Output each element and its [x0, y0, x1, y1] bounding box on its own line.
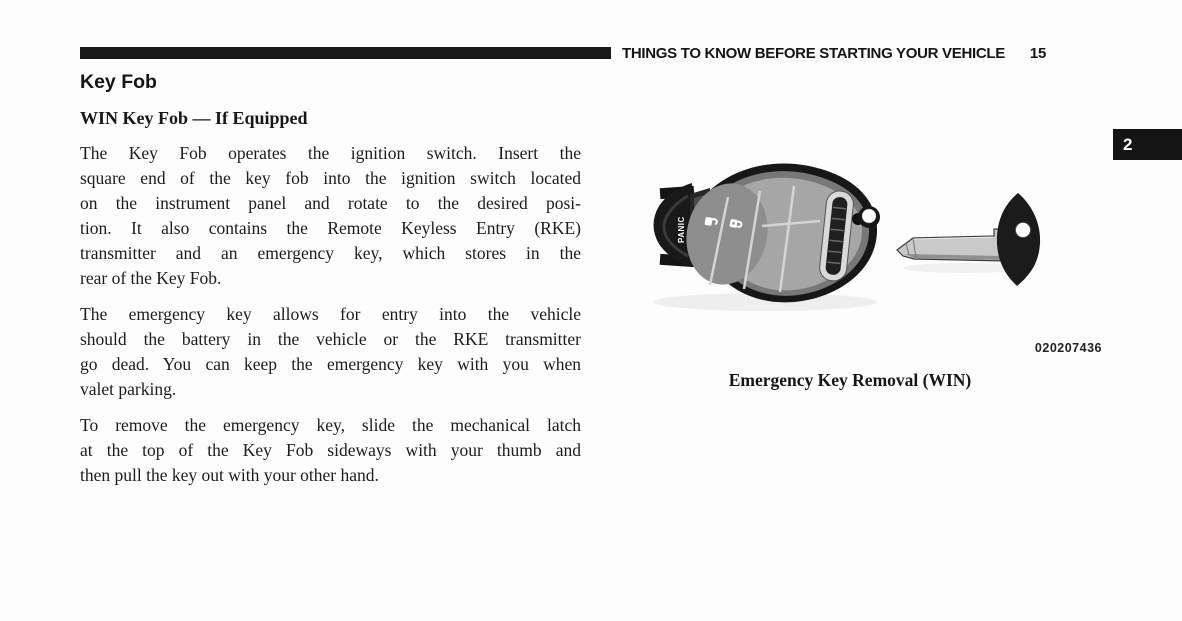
body-copy [80, 141, 581, 499]
text-line: then pull the key out with your other hand. [80, 465, 379, 485]
text-line: at the top of the Key Fob sideways with your thumb and [80, 440, 581, 460]
section-subheading: WIN Key Fob — If Equipped [80, 108, 308, 128]
text-line: tion. It also contains the Remote Keyless Entry (RKE) [80, 218, 581, 238]
figure-number: 020207436 [1034, 341, 1102, 355]
header-title: THINGS TO KNOW BEFORE STARTING YOUR VEHICLE [622, 44, 1005, 62]
text-line: valet parking. [80, 379, 177, 399]
text-line: should the battery in the vehicle or the RKE transmitter [80, 329, 581, 349]
text-line: To remove the emergency key, slide the mechanical latch [80, 415, 581, 435]
text-line: go dead. You can keep the emergency key with you when [80, 354, 581, 374]
text-line: square end of the key fob into the ignition switch located [80, 168, 581, 188]
paragraph-emergency-key-removal [80, 413, 581, 488]
text-line: rear of the Key Fob. [80, 268, 222, 288]
text-line: The Key Fob operates the ignition switch. Insert the [80, 143, 581, 163]
section-tab-label: 2 [1123, 135, 1133, 154]
fob-body [677, 163, 880, 302]
page-heading: Key Fob [80, 71, 157, 93]
key-fob-illustration [630, 150, 1110, 350]
paragraph-key-fob-operation [80, 141, 581, 291]
header-rule [80, 47, 611, 59]
keyring-hole [862, 209, 876, 223]
section-tab [1113, 129, 1182, 160]
key-head [997, 193, 1040, 286]
text-line: transmitter and an emergency key, which stores in the [80, 243, 581, 263]
panic-label: PANIC [677, 216, 686, 243]
paragraph-emergency-key-use [80, 302, 581, 402]
key-head-hole [1016, 223, 1031, 238]
figure-caption: Emergency Key Removal (WIN) [728, 370, 972, 390]
text-line: The emergency key allows for entry into the vehicle [80, 304, 581, 324]
text-line: on the instrument panel and rotate to the desired posi- [80, 193, 581, 213]
page-header [622, 44, 1046, 62]
header-page-number: 15 [1029, 44, 1046, 62]
